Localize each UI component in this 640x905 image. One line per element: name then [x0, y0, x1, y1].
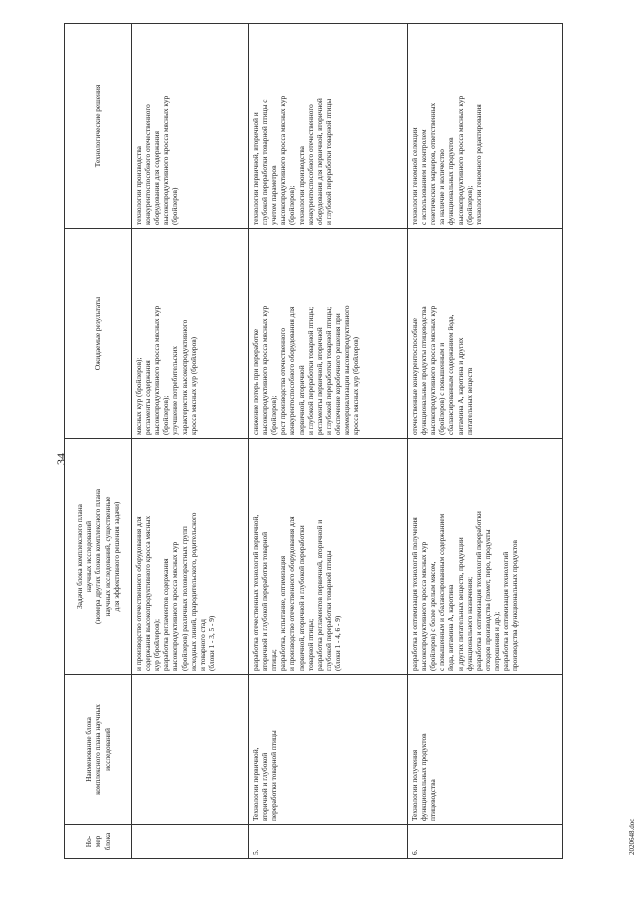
header-block-tasks: Задачи блока комплексного плана научных исследований (номера других блоков комплексного плана научных исследований, существенные для эффективного решения задачи) — [65, 439, 132, 675]
cell-block-tasks: и производство отечественного оборудования для содержания высокопродуктивного кросса мясных кур (бройлеров); разработка регламентов содержания высокопродуктивного кросса мясных кур (бройлеров) различных половозрастных групп исходных линий, прародительского, родительского и товарного стад (блоки 1 - 3, 5 - 9) — [132, 439, 249, 675]
cell-expected-results: мясных кур (бройлеров); регламенты содержания высокопродуктивного кросса мясных кур (бройлеров); улучшение потребительских характеристик высокопродуктивного кросса мясных кур (бройлеров) — [132, 229, 249, 439]
cell-block-name — [132, 675, 249, 825]
table-header-row — [65, 24, 132, 859]
cell-technology-solutions: технологии геномной селекции с использованием и контролем генетических маркеров, ответственных за наличие и количество функциональных продуктов высокопродуктивного кросса мясных кур (бройлеров); технологии геномного редактирования — [408, 24, 563, 229]
cell-expected-results: снижение потерь при переработке высокопродуктивного кросса мясных кур (бройлеров); рост производства отечественного конкурентоспособного оборудования для первичной, вторичной и глубокой переработки товарной птицы; регламенты первичной, вторичной и глубокой переработки товарной птицы; обеспечение коробочного решения при коммерциализации высокопродуктивного кросса мясных кур (бройлеров) — [249, 229, 408, 439]
document-file-code: 2020648.doc — [628, 818, 636, 855]
cell-block-number — [132, 825, 249, 859]
cell-technology-solutions: технологии первичной, вторичной и глубокой переработки товарной птицы с учетом параметров высокопродуктивного кросса мясных кур (бройлеров); технологии производства конкурентоспособного отечественного оборудования для первичной, вторичной и глубокой переработки товарной птицы — [249, 24, 408, 229]
page-number: 34 — [54, 453, 68, 465]
cell-block-tasks: разработка и оптимизация технологий получения высокопродуктивного кросса мясных кур (бройлеров) с более зрелым мясом, с повышенным и сбалансированным содержанием йода, витамина А, каротина и других питательных веществ, продукции функционального назначения; разработка и оптимизация технологий переработки отходов производства (помет, перо, продукты потрошения и др.); разработка и оптимизация технологий производства функциональных продуктов — [408, 439, 563, 675]
header-block-name: Наименование блока комплексного плана научных исследований — [65, 675, 132, 825]
cell-block-name: Технологии получения функциональных продуктов птицеводства — [408, 675, 563, 825]
cell-technology-solutions: технологии производства конкурентоспособного отечественного оборудования для содержания высокопродуктивного кросса мясных кур (бройлеров) — [132, 24, 249, 229]
cell-block-tasks: разработка отечественных технологий первичной, вторичной и глубокой переработки товарной птицы; разработка, испытание, оптимизация и производство отечественного оборудования для первичной, вторичной и глубокой переработки товарной птицы; разработка регламентов первичной, вторичной и глубокой переработки товарной птицы (блоки 1 - 4, 6 - 9) — [249, 439, 408, 675]
research-plan-table — [64, 23, 563, 859]
cell-block-name: Технологии первичной, вторичной и глубокой переработки товарной птицы — [249, 675, 408, 825]
cell-expected-results: отечественные конкурентоспособные функциональные продукты птицеводства высокопродуктивного кросса мясных кур (бройлеров) с повышенным и сбалансированным содержанием йода, витамина А, каротина и других питательных веществ — [408, 229, 563, 439]
table-row — [249, 24, 408, 859]
header-technology-solutions: Технологические решения — [65, 24, 132, 229]
header-expected-results: Ожидаемые результаты — [65, 229, 132, 439]
table-row — [408, 24, 563, 859]
cell-block-number: 5. — [249, 825, 408, 859]
table-row — [132, 24, 249, 859]
header-block-number: Но- мер блока — [65, 825, 132, 859]
rotated-document-page — [40, 20, 640, 865]
cell-block-number: 6. — [408, 825, 563, 859]
